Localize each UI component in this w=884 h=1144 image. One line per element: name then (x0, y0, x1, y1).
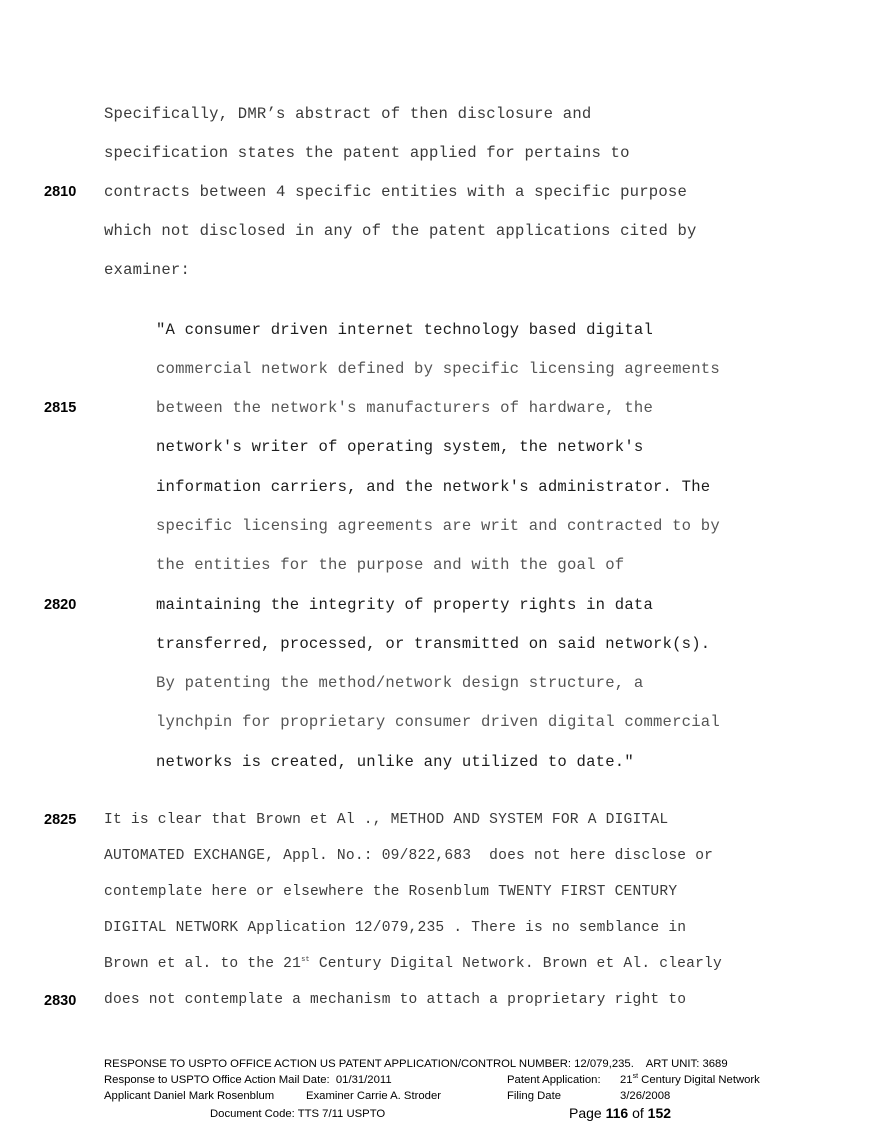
quote-line: specific licensing agreements are writ and contracted to by (156, 517, 720, 535)
quote-line: between the network's manufacturers of hardware, the (156, 399, 654, 417)
body-line: examiner: (104, 261, 191, 279)
line-number: 2825 (44, 812, 77, 828)
quote-line: information carriers, and the network's administrator. The (156, 478, 711, 496)
footer-patent-application-label: Patent Application: (507, 1074, 601, 1086)
body-line: which not disclosed in any of the patent applications cited by (104, 222, 697, 240)
page-number: Page 116 of 152 (569, 1105, 672, 1121)
body-line: specification states the patent applied for pertains to (104, 144, 630, 162)
body-line: It is clear that Brown et Al ., METHOD AND SYSTEM FOR A DIGITAL (104, 812, 669, 828)
footer-filing-date-value: 3/26/2008 (620, 1090, 671, 1102)
quote-line: By patenting the method/network design structure, a (156, 674, 644, 692)
body-line: DIGITAL NETWORK Application 12/079,235 . There is no semblance in (104, 920, 687, 936)
ordinal-suffix: st (301, 956, 310, 965)
body-line (104, 956, 722, 972)
body-line: Specifically, DMR’s abstract of then disclosure and (104, 105, 592, 123)
footer-response-line: RESPONSE TO USPTO OFFICE ACTION US PATENT APPLICATION/CONTROL NUMBER: 12/079,235. ART UNIT: 3689 (104, 1058, 728, 1070)
quote-line: maintaining the integrity of property rights in data (156, 596, 654, 614)
quote-line: networks is created, unlike any utilized to date." (156, 753, 634, 771)
line-number: 2810 (44, 184, 77, 200)
footer-applicant: Applicant Daniel Mark Rosenblum (104, 1090, 275, 1102)
quote-line: transferred, processed, or transmitted on said network(s). (156, 635, 711, 653)
footer-mail-date: Response to USPTO Office Action Mail Date: 01/31/2011 (104, 1074, 392, 1086)
footer-document-code: Document Code: TTS 7/11 USPTO (210, 1108, 386, 1120)
body-line: contemplate here or elsewhere the Rosenblum TWENTY FIRST CENTURY (104, 884, 678, 900)
quote-line: network's writer of operating system, the network's (156, 438, 644, 456)
footer-examiner: Examiner Carrie A. Stroder (306, 1090, 441, 1102)
line-number: 2820 (44, 597, 77, 613)
quote-line: "A consumer driven internet technology based digital (156, 321, 654, 339)
footer-filing-date-label: Filing Date (507, 1090, 561, 1102)
body-line: contracts between 4 specific entities with a specific purpose (104, 183, 688, 201)
line-number: 2830 (44, 993, 77, 1009)
line-number: 2815 (44, 400, 77, 416)
body-text: Brown et al. to the 21 (104, 956, 302, 972)
quote-line: the entities for the purpose and with the goal of (156, 556, 625, 574)
body-line: AUTOMATED EXCHANGE, Appl. No.: 09/822,683 does not here disclose or (104, 848, 714, 864)
footer-patent-application-name: 21st Century Digital Network (620, 1073, 760, 1086)
body-text: Century Digital Network. Brown et Al. clearly (309, 956, 722, 972)
body-line: does not contemplate a mechanism to attach a proprietary right to (104, 992, 687, 1008)
quote-line: commercial network defined by specific licensing agreements (156, 360, 720, 378)
quote-line: lynchpin for proprietary consumer driven digital commercial (156, 713, 720, 731)
